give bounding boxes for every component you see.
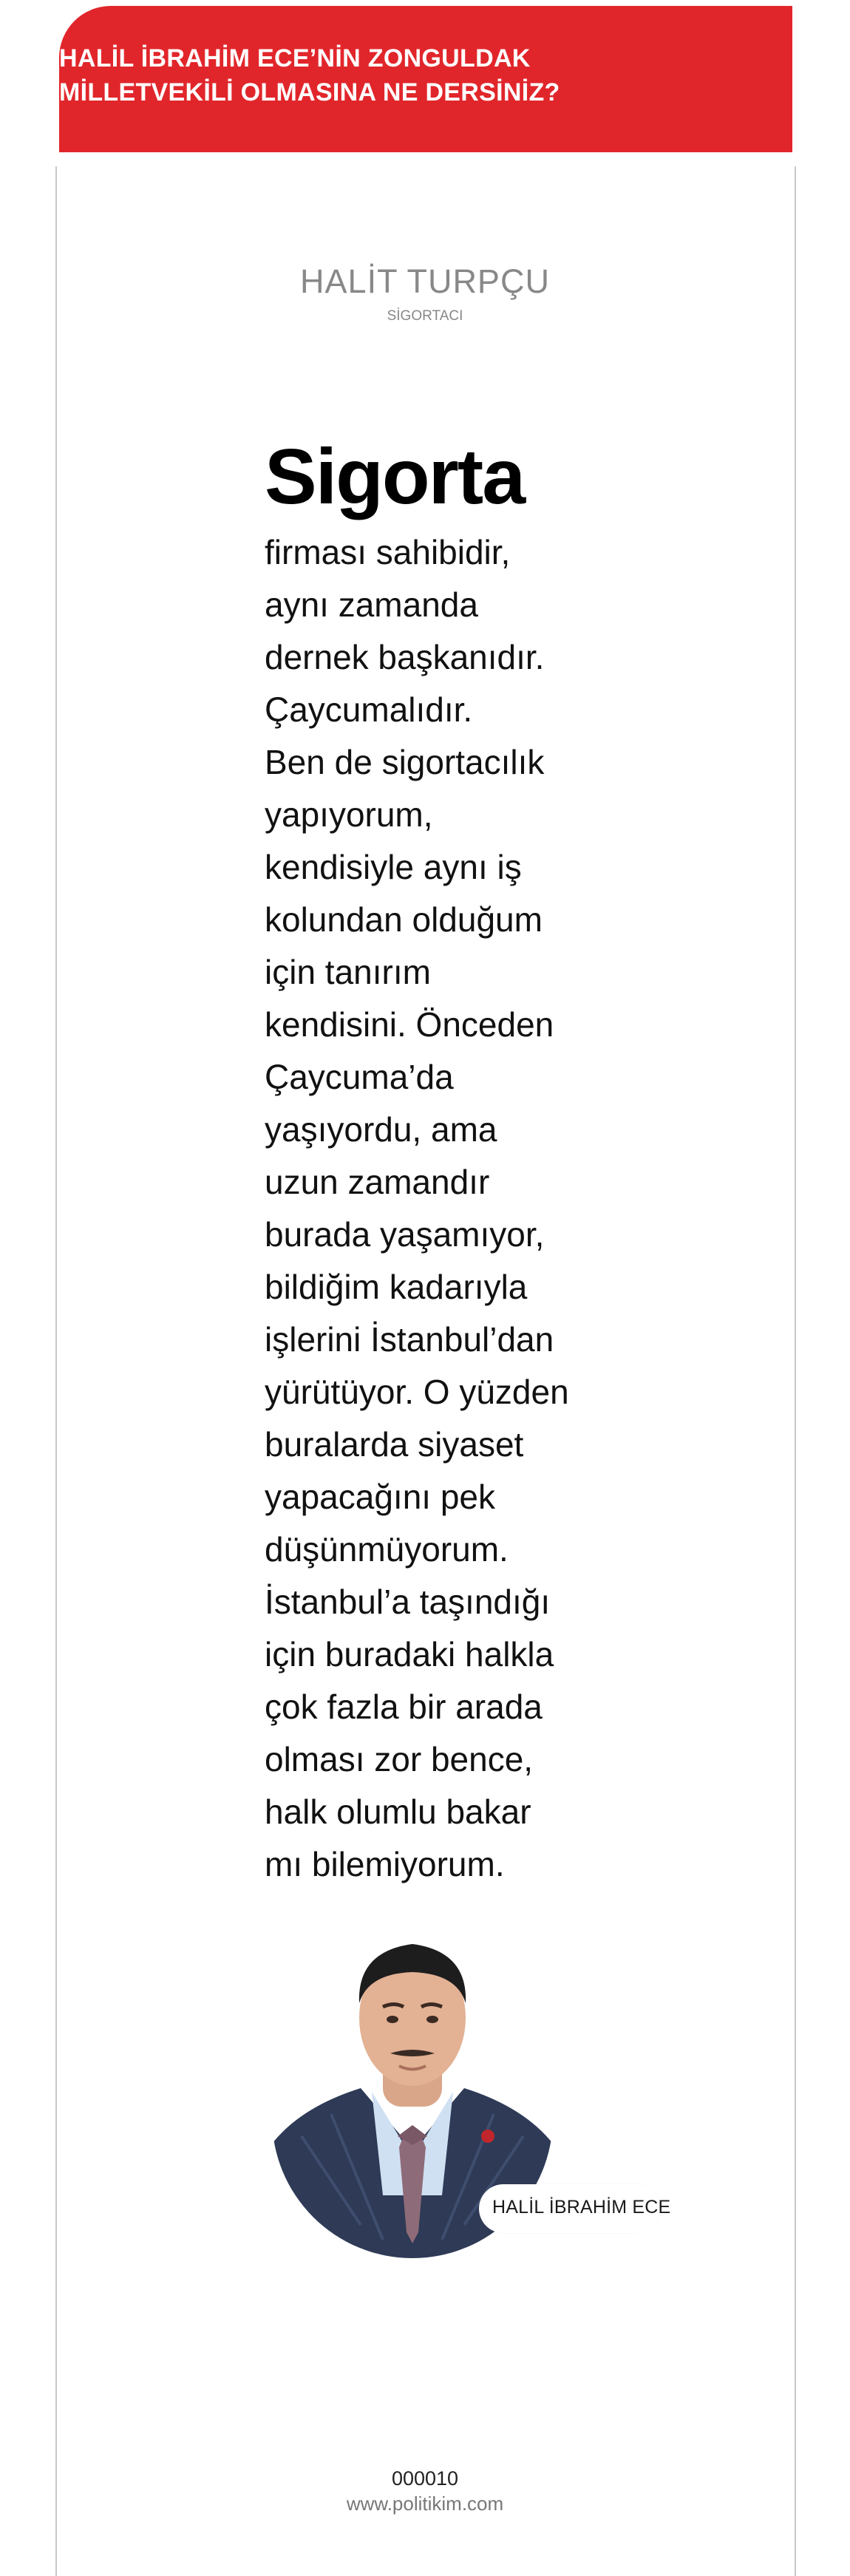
author-role: SİGORTACI bbox=[387, 308, 463, 324]
page-title: HALİL İBRAHİM ECE’NİN ZONGULDAK MİLLETVEKİLİ OLMASINA NE DERSİNİZ? bbox=[59, 44, 560, 106]
article-body: firması sahibidir, aynı zamanda dernek başkanıdır. Çaycumalıdır. Ben de sigortacılık yapıyorum, kendisiyle aynı iş kolundan olduğum için tanırım kendisini. Önceden Çaycuma’da yaşıyordu, ama uzun zamandır burada yaşamıyor, bildiğim kadarıyla işlerini İstanbul’dan yürütüyor. O yüzden buralarda siyaset yapacağını pek düşünmüyorum. İstanbul’a taşındığı için buradaki halkla çok fazla bir arada olması zor bence, halk olumlu bakar mı bilemiyorum. bbox=[265, 533, 569, 1883]
article-lead: Sigorta bbox=[265, 433, 525, 520]
footer-code: 000010 bbox=[391, 2467, 459, 2490]
author-name: HALİT TURPÇU bbox=[300, 262, 550, 300]
footer-website-link[interactable]: www.politikim.com bbox=[346, 2492, 504, 2515]
subject-name: HALİL İBRAHİM ECE bbox=[492, 2197, 671, 2218]
